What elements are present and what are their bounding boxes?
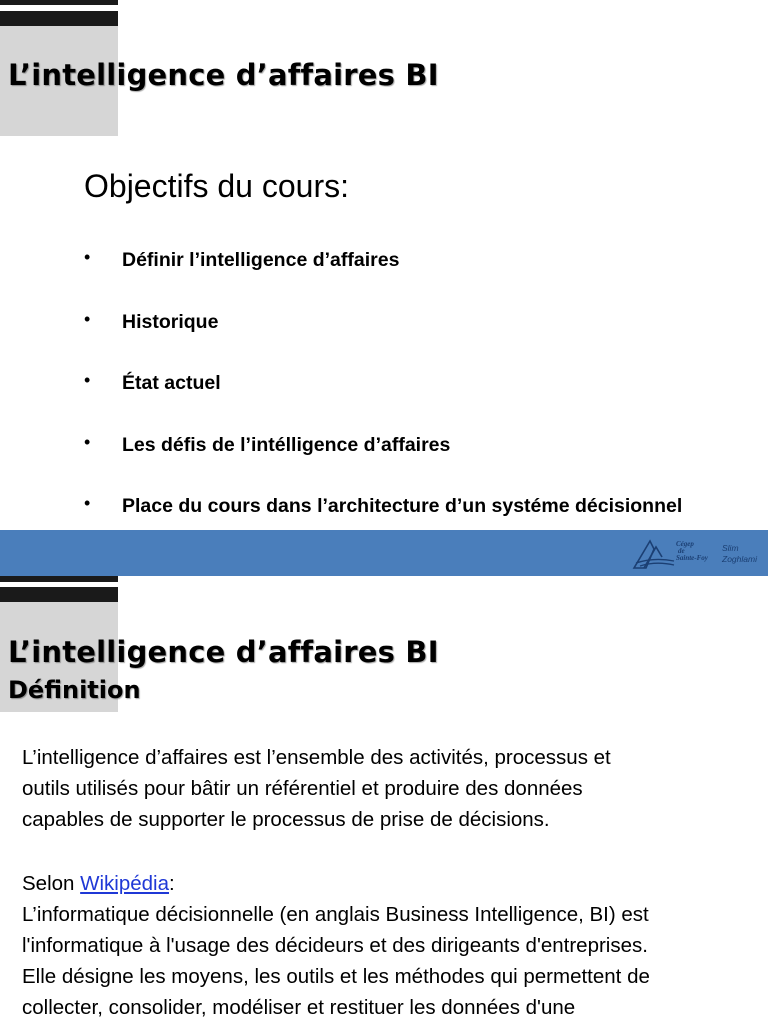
bullet-icon: • bbox=[84, 493, 91, 513]
wikipedia-quote: Selon Wikipédia: L’informatique décisionnelle (en anglais Business Intelligence, BI) est l'informatique à l'usage des décideurs et des dirigeants d'entreprises. Elle désigne les moyens, les outils et les méthodes qui permettent de collecter, consolider, modéliser et restituer les données d'une bbox=[22, 872, 650, 1019]
objective-text: État actuel bbox=[122, 372, 221, 394]
slide-title: L’intelligence d’affaires BI bbox=[8, 58, 439, 92]
title-decoration-bar bbox=[0, 576, 118, 582]
objectives-heading: Objectifs du cours: bbox=[84, 168, 349, 204]
objective-text: Définir l’intelligence d’affaires bbox=[122, 249, 400, 271]
slide-definition bbox=[0, 576, 768, 1024]
bullet-icon: • bbox=[84, 370, 91, 390]
title-decoration-bar bbox=[0, 0, 118, 5]
bullet-icon: • bbox=[84, 308, 91, 329]
title-decoration-bar bbox=[0, 587, 118, 602]
definition-paragraph: L’intelligence d’affaires est l’ensemble des activités, processus et outils utilisés pour bâtir un référentiel et produire des données capables de supporter le processus de prise de décisions. bbox=[22, 746, 611, 831]
objective-text: Place du cours dans l’architecture d’un systéme décisionnel bbox=[122, 495, 683, 517]
bullet-icon: • bbox=[84, 431, 91, 452]
objective-text: Historique bbox=[122, 310, 219, 333]
slide-subtitle: Définition bbox=[8, 676, 141, 704]
slide-title: L’intelligence d’affaires BI bbox=[8, 635, 439, 669]
footer-logo bbox=[632, 535, 768, 571]
wikipedia-link[interactable]: Wikipédia bbox=[80, 872, 170, 895]
cegep-sainte-foy-logo-icon bbox=[632, 535, 676, 571]
logo-wordmark: Cégep de Sainte-Foy bbox=[676, 540, 708, 562]
bullet-icon: • bbox=[84, 247, 91, 267]
objective-text: Les défis de l’intélligence d’affaires bbox=[122, 433, 451, 456]
author-name: Slim Zoghlami bbox=[722, 543, 757, 564]
title-decoration-bar bbox=[0, 11, 118, 26]
